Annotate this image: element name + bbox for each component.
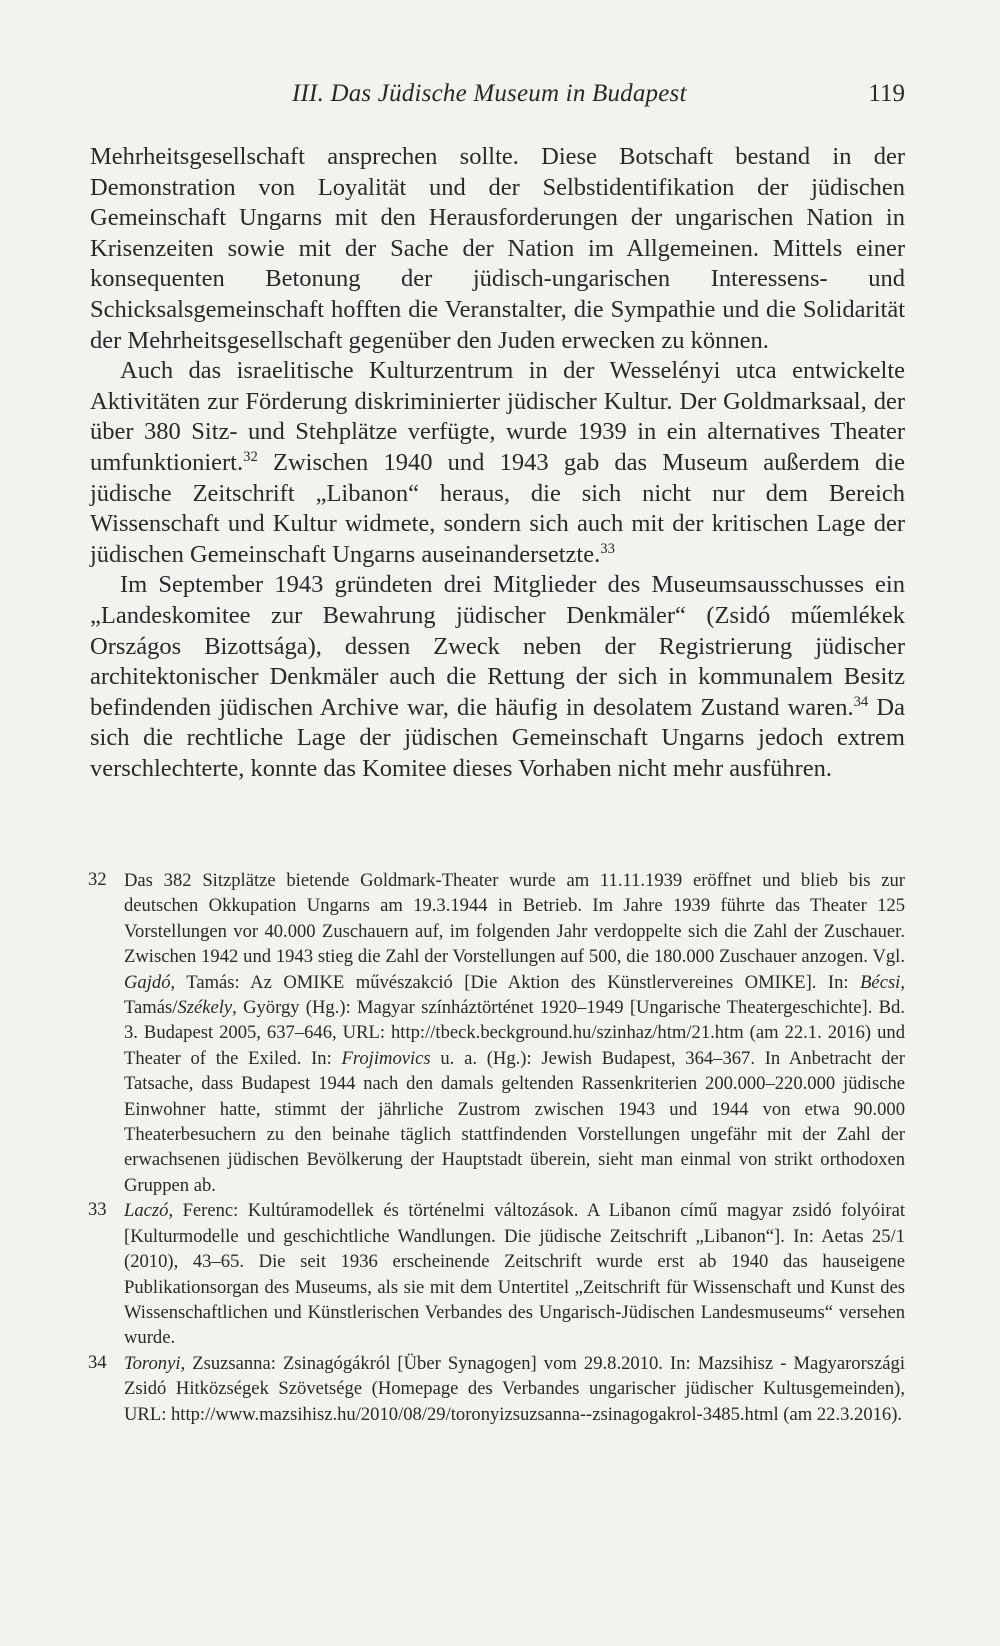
footnote-number: 34 <box>88 1351 107 1373</box>
paragraph-2-text-b: Zwischen 1940 und 1943 gab das Museum außerdem die jüdische Zeitschrift „Libanon“ heraus, die sich nicht nur dem Bereich Wissenschaft und Kultur widmete, sondern sich auch mit der kritischen Lage der jüdischen Gemeinschaft Ungarns auseinandersetzte. <box>90 448 905 568</box>
footnote-segment: Das 382 Sitzplätze bietende Goldmark-Theater wurde am 11.11.1939 eröffnet und blieb bis zur deutschen Okkupation Ungarns am 19.3.1944 in Betrieb. Im Jahre 1939 führte das Theater 125 Vorstellungen vor 40.000 Zuschauern auf, im folgenden Jahr verdoppelte sich die Zahl der Zuschauer. Zwischen 1942 und 1943 stieg die Zahl der Vorstellungen auf 500, die 180.000 Zuschauer anzogen. Vgl. <box>124 870 905 968</box>
paragraph-3 <box>90 570 905 784</box>
footnote-segment: , Zsuzsanna: Zsinagógákról [Über Synagogen] vom 29.8.2010. In: Mazsihisz - Magyarországi Zsidó Hitközségek Szövetsége (Homepage des Verbandes ungarischer jüdischer Kultusgemeinden), URL: http://www.mazsihisz.hu/2010/08/29/toronyizsuzsanna--zsinagogakrol-3485.html (am 22.3.2016). <box>124 1352 905 1425</box>
paragraph-3-text-a: Im September 1943 gründeten drei Mitglieder des Museumsausschusses ein „Landeskomitee zur Bewahrung jüdischer Denkmäler“ (Zsidó műemlékek Országos Bizottsága), dessen Zweck neben der Registrierung jüdischer architektonischer Denkmäler auch die Rettung der sich in kommunalem Besitz befindenden jüdischen Archive war, die häufig in desolatem Zustand waren. <box>90 571 905 721</box>
main-text <box>90 142 905 784</box>
paragraph-3-text-b: Da sich die rechtliche Lage der jüdischen Gemeinschaft Ungarns jedoch extrem verschlechterte, konnte das Komitee dieses Vorhaben nicht mehr ausführen. <box>90 693 905 782</box>
footnote-ref-33[interactable]: 33 <box>600 540 615 557</box>
footnote-text <box>124 868 905 1198</box>
footnote-segment: , Tamás/ <box>124 971 905 1019</box>
author-name: Toronyi <box>124 1352 181 1374</box>
footnote-segment: u. a. (Hg.): Jewish Budapest, 364–367. In Anbetracht der Tatsache, dass Budapest 1944 nach den damals geltenden Rassenkriterien 200.000–220.000 jüdische Einwohner hatte, stimmt der jährliche Zustrom zwischen 1943 und 1944 von etwa 90.000 Theaterbesuchern zu den beinahe täglich stattfindenden Vorstellungen ungefähr mit der Zahl der erwachsenen jüdischen Bevölkerung der Hauptstadt überein, sieht man einmal von strikt orthodoxen Gruppen ab. <box>124 1047 905 1196</box>
footnote-ref-34[interactable]: 34 <box>853 693 869 710</box>
page-number: 119 <box>868 80 905 107</box>
footnote-32 <box>88 868 905 1198</box>
footnote-number: 33 <box>88 1199 107 1221</box>
paragraph-2 <box>90 356 905 570</box>
paragraph-1-text: Mehrheitsgesellschaft ansprechen sollte. Diese Botschaft bestand in der Demonstration von Loyalität und der Selbstidentifikation der jüdischen Gemeinschaft Ungarns mit den Herausforderungen der ungarischen Nation in Krisenzeiten sowie mit der Sache der Nation im Allgemeinen. Mittels einer konsequenten Betonung der jüdisch-ungarischen Interessens- und Schicksalsgemeinschaft hofften die Veranstalter, die Sympathie und die Solidarität der Mehrheitsgesellschaft gegenüber den Juden erwecken zu können. <box>90 143 905 354</box>
footnote-ref-32[interactable]: 32 <box>243 448 258 465</box>
running-title: III. Das Jüdische Museum in Budapest <box>292 80 687 107</box>
page-header <box>90 80 905 114</box>
footnote-segment: , György (Hg.): Magyar színháztörténet 1920–1949 [Ungarische Theatergeschichte]. Bd. 3. Budapest 2005, 637–646, URL: http://tbeck.beckground.hu/szinhaz/htm/21.htm (am 22.1. 2016) und Theater of the Exiled. In: <box>124 997 905 1069</box>
paragraph-1 <box>90 142 905 356</box>
footnote-text <box>124 1351 905 1427</box>
footnote-text <box>124 1198 905 1350</box>
footnote-segment: , Ferenc: Kultúramodellek és történelmi változások. A Libanon című magyar zsidó folyóirat [Kulturmodelle und geschichtliche Wandlungen. Die jüdische Zeitschrift „Libanon“]. In: Aetas 25/1 (2010), 43–65. Die seit 1936 erscheinende Zeitschrift wurde erst ab 1940 das hauseigene Publikationsorgan des Museums, als sie mit dem Untertitel „Zeitschrift für Wissenschaft und Kunst des Wissenschaftlichen und Künstlerischen Verbandes des Ungarisch-Jüdischen Landesmuseums“ versehen wurde. <box>124 1200 905 1349</box>
paragraph-2-text-a: Auch das israelitische Kulturzentrum in der Wesselényi utca entwickelte Aktivitäten zur Förderung diskriminierter jüdischer Kultur. Der Goldmarksaal, der über 380 Sitz- und Stehplätze verfügte, wurde 1939 in ein alternatives Theater umfunktioniert. <box>90 357 905 476</box>
author-name: Székely <box>177 997 233 1019</box>
author-name: Frojimovics <box>341 1047 431 1069</box>
footnote-number: 32 <box>88 869 107 890</box>
footnotes <box>88 868 905 1427</box>
footnote-33 <box>88 1198 905 1350</box>
author-name: Bécsi <box>860 971 901 993</box>
author-name: Gajdó <box>124 971 171 993</box>
footnote-34 <box>88 1351 905 1427</box>
author-name: Laczó <box>124 1200 169 1222</box>
footnote-segment: , Tamás: Az OMIKE művészakció [Die Aktion des Künstlervereines OMIKE]. In: <box>170 971 861 993</box>
